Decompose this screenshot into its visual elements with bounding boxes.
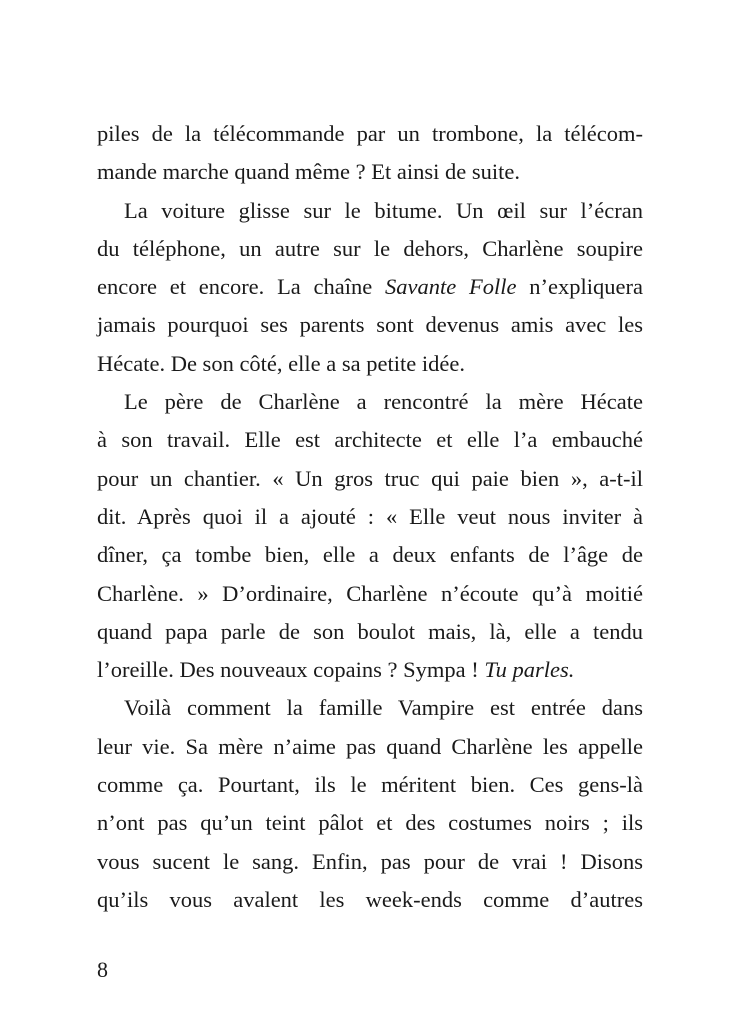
text-line: piles de la télécommande par un trombone, la télécom-	[97, 121, 643, 146]
text-line	[97, 268, 643, 306]
text-line: quand papa parle de son boulot mais, là, elle a tendu	[97, 618, 643, 644]
text-line: n’ont pas qu’un teint pâlot et des costumes noirs ; ils	[97, 810, 643, 836]
text-line: Voilà comment la famille Vampire est entrée dans	[124, 695, 643, 721]
text-line: dîner, ça tombe bien, elle a deux enfants de l’âge de	[97, 542, 643, 568]
text-line: leur vie. Sa mère n’aime pas quand Charlène les appelle	[97, 733, 643, 759]
text-line: comme ça. Pourtant, ils le méritent bien. Ces gens-là	[97, 772, 643, 798]
text-line: dit. Après quoi il a ajouté : « Elle veut nous inviter à	[97, 503, 643, 529]
page-number: 8	[97, 957, 108, 982]
text-line: Hécate. De son côté, elle a sa petite idée.	[97, 350, 465, 376]
text-line: qu’ils vous avalent les week-ends comme d’autres	[97, 886, 643, 912]
body-text	[97, 115, 643, 919]
tv-channel-name: Savante Folle	[385, 274, 517, 300]
text-line: jamais pourquoi ses parents sont devenus amis avec les	[97, 312, 643, 338]
text-line: Charlène. » D’ordinaire, Charlène n’écoute qu’à moitié	[97, 580, 643, 606]
text-line: pour un chantier. « Un gros truc qui paie bien », a-t-il	[97, 465, 643, 491]
text-line: mande marche quand même ? Et ainsi de suite.	[97, 159, 520, 185]
text-line: Le père de Charlène a rencontré la mère Hécate	[124, 389, 643, 415]
text-run: encore et encore. La chaîne	[97, 274, 386, 300]
text-run: l’oreille. Des nouveaux copains ? Sympa !	[97, 657, 485, 683]
text-line: La voiture glisse sur le bitume. Un œil sur l’écran	[124, 197, 643, 223]
text-line	[97, 651, 643, 689]
text-line: du téléphone, un autre sur le dehors, Charlène soupire	[97, 235, 643, 261]
italic-aside: Tu parles.	[484, 657, 575, 683]
text-line: vous sucent le sang. Enfin, pas pour de vrai ! Disons	[97, 848, 643, 874]
text-run: n’expliquera	[516, 274, 643, 300]
text-line: à son travail. Elle est architecte et elle l’a embauché	[97, 427, 643, 453]
